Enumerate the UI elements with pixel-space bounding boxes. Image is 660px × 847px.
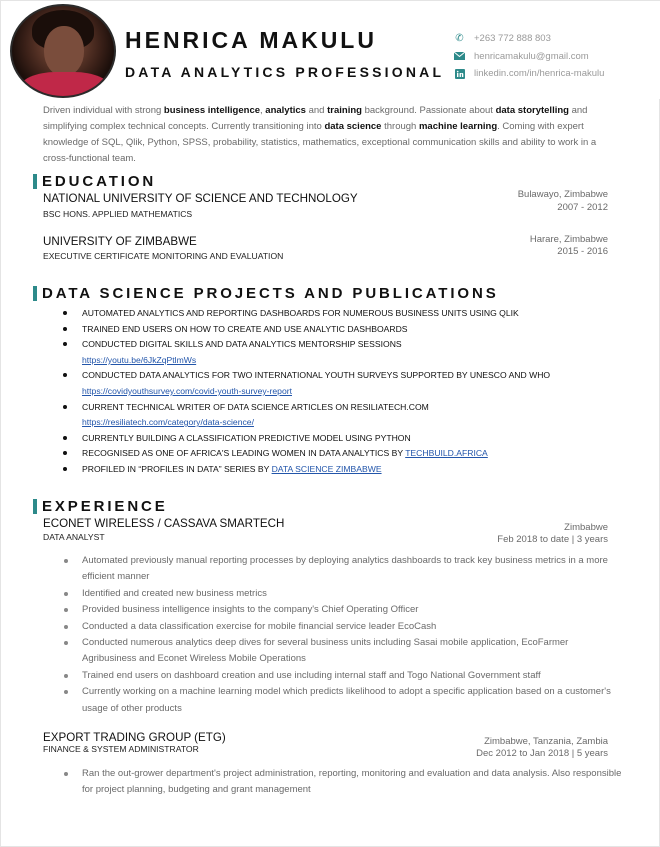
job-place: Zimbabwe [564,522,608,533]
contact-phone [453,30,653,47]
contact-block [453,30,653,83]
list-item: Ran the out-grower department's project administration, reporting, monitoring and evaluation and data analysis. Also responsible for project planning, budgeting and grant management [63,766,623,799]
project-inline-link[interactable]: DATA SCIENCE ZIMBABWE [271,463,382,474]
list-item: Identified and created new business metrics [63,586,623,602]
summary-keyword: business intelligence [163,105,261,116]
section-title: DATA SCIENCE PROJECTS AND PUBLICATIONS [42,285,499,302]
projects-heading [33,285,499,302]
education-dates: 2015 - 2016 [557,246,608,257]
summary-text: and simplifying complex technical concepts. Currently transitioning into [43,105,588,132]
profile-summary [43,103,621,167]
education-org: UNIVERSITY OF ZIMBABWE [43,235,197,248]
education-heading [33,173,156,190]
list-item [63,306,623,322]
photo-shirt [20,72,110,98]
profile-photo [10,4,116,98]
phone-text: +263 772 888 803 [474,33,551,44]
list-item [63,322,623,338]
project-text: PROFILED IN “PROFILES IN DATA” SERIES BY [82,463,272,474]
summary-text: and [305,105,328,116]
section-title: EXPERIENCE [42,498,168,515]
project-text: CONDUCTED DIGITAL SKILLS AND DATA ANALYTICS MENTORSHIP SESSIONS [82,339,402,350]
job-bullets [63,766,623,799]
project-link[interactable]: https://covidyouthsurvey.com/covid-youth-survey-report [82,385,292,396]
candidate-name: HENRICA MAKULU [125,27,377,53]
list-item: Conducted numerous analytics deep dives for several business units including Sasai mobile application, EcoFarmer Agribusiness and Econet Wireless Mobile Operations [63,635,623,668]
summary-keyword: machine learning [418,120,498,132]
job-dates: Dec 2012 to Jan 2018 | 5 years [476,748,608,759]
list-item: Currently working on a machine learning model which predicts likelihood to adopt a specific application based on a customer's usage of other products [63,684,623,717]
list-item [63,462,623,478]
section-accent-bar [33,499,37,514]
projects-list [63,306,623,478]
job-role: DATA ANALYST [43,532,105,542]
project-link[interactable]: https://resiliatech.com/category/data-science/ [82,417,254,428]
project-text: CONDUCTED DATA ANALYTICS FOR TWO INTERNATIONAL YOUTH SURVEYS SUPPORTED BY UNESCO AND WHO [82,370,551,381]
education-dates: 2007 - 2012 [557,202,608,213]
job-org: ECONET WIRELESS / CASSAVA SMARTECH [43,517,285,530]
summary-keyword: data science [324,120,382,132]
candidate-title: DATA ANALYTICS PROFESSIONAL [125,64,445,80]
project-text: AUTOMATED ANALYTICS AND REPORTING DASHBOARDS FOR NUMEROUS BUSINESS UNITS USING QLIK [82,308,519,318]
list-item: Automated previously manual reporting processes by deploying analytics dashboards to track key business metrics in a more efficient manner [63,553,623,586]
project-link[interactable]: https://youtu.be/6JkZqPtlmWs [82,354,197,365]
list-item [63,337,623,368]
list-item: Provided business intelligence insights to the company's Chief Operating Officer [63,602,623,618]
email-icon [453,51,466,62]
education-degree: EXECUTIVE CERTIFICATE MONITORING AND EVALUATION [43,251,284,261]
project-text: CURRENTLY BUILDING A CLASSIFICATION PREDICTIVE MODEL USING PYTHON [82,432,411,443]
list-item [63,400,623,431]
section-title: EDUCATION [42,173,157,190]
project-text: TRAINED END USERS ON HOW TO CREATE AND USE ANALYTIC DASHBOARDS [82,323,408,334]
list-item [63,446,623,462]
list-item [63,368,623,399]
section-accent-bar [33,286,37,301]
job-role: FINANCE & SYSTEM ADMINISTRATOR [43,744,199,754]
list-item: Trained end users on dashboard creation and use including internal staff and Togo National Government staff [63,668,623,684]
project-inline-link[interactable]: TECHBUILD.AFRICA [405,448,488,459]
list-item [63,431,623,447]
education-place: Harare, Zimbabwe [529,234,608,245]
project-text: CURRENT TECHNICAL WRITER OF DATA SCIENCE ARTICLES ON RESILIATECH.COM [82,401,429,412]
contact-linkedin[interactable] [453,65,653,82]
job-place: Zimbabwe, Tanzania, Zambia [484,736,608,747]
resume-header [1,1,660,99]
section-accent-bar [33,174,37,189]
education-org: NATIONAL UNIVERSITY OF SCIENCE AND TECHNOLOGY [43,192,358,205]
phone-icon: ✆ [455,32,464,44]
education-place: Bulawayo, Zimbabwe [517,189,608,200]
summary-keyword: training [327,105,362,116]
email-text[interactable]: henricamakulu@gmail.com [474,50,589,62]
summary-text: through [381,120,419,132]
linkedin-text[interactable]: linkedin.com/in/henrica-makulu [474,68,605,79]
summary-keyword: analytics [265,105,306,116]
education-degree: BSC HONS. APPLIED MATHEMATICS [43,209,193,219]
job-org: EXPORT TRADING GROUP (ETG) [43,731,226,744]
summary-text: Driven individual with strong [43,105,164,116]
job-bullets [63,553,623,717]
summary-keyword: data storytelling [495,105,569,116]
photo-face [44,26,84,76]
summary-text: . Coming with expert knowledge of SQL, Qlik, Python, SPSS, probability, statistics, mathematics, exceptional communication skills and ability to work in a cross-functional team. [43,120,597,164]
linkedin-icon [453,68,466,79]
summary-text: , [260,105,266,116]
project-text: RECOGNISED AS ONE OF AFRICA'S LEADING WOMEN IN DATA ANALYTICS BY [82,448,406,459]
summary-text: background. Passionate about [361,105,496,116]
contact-email[interactable] [453,48,653,65]
job-dates: Feb 2018 to date | 3 years [497,534,608,545]
list-item: Conducted a data classification exercise for mobile financial service leader EcoCash [63,619,623,635]
experience-heading [33,498,168,515]
